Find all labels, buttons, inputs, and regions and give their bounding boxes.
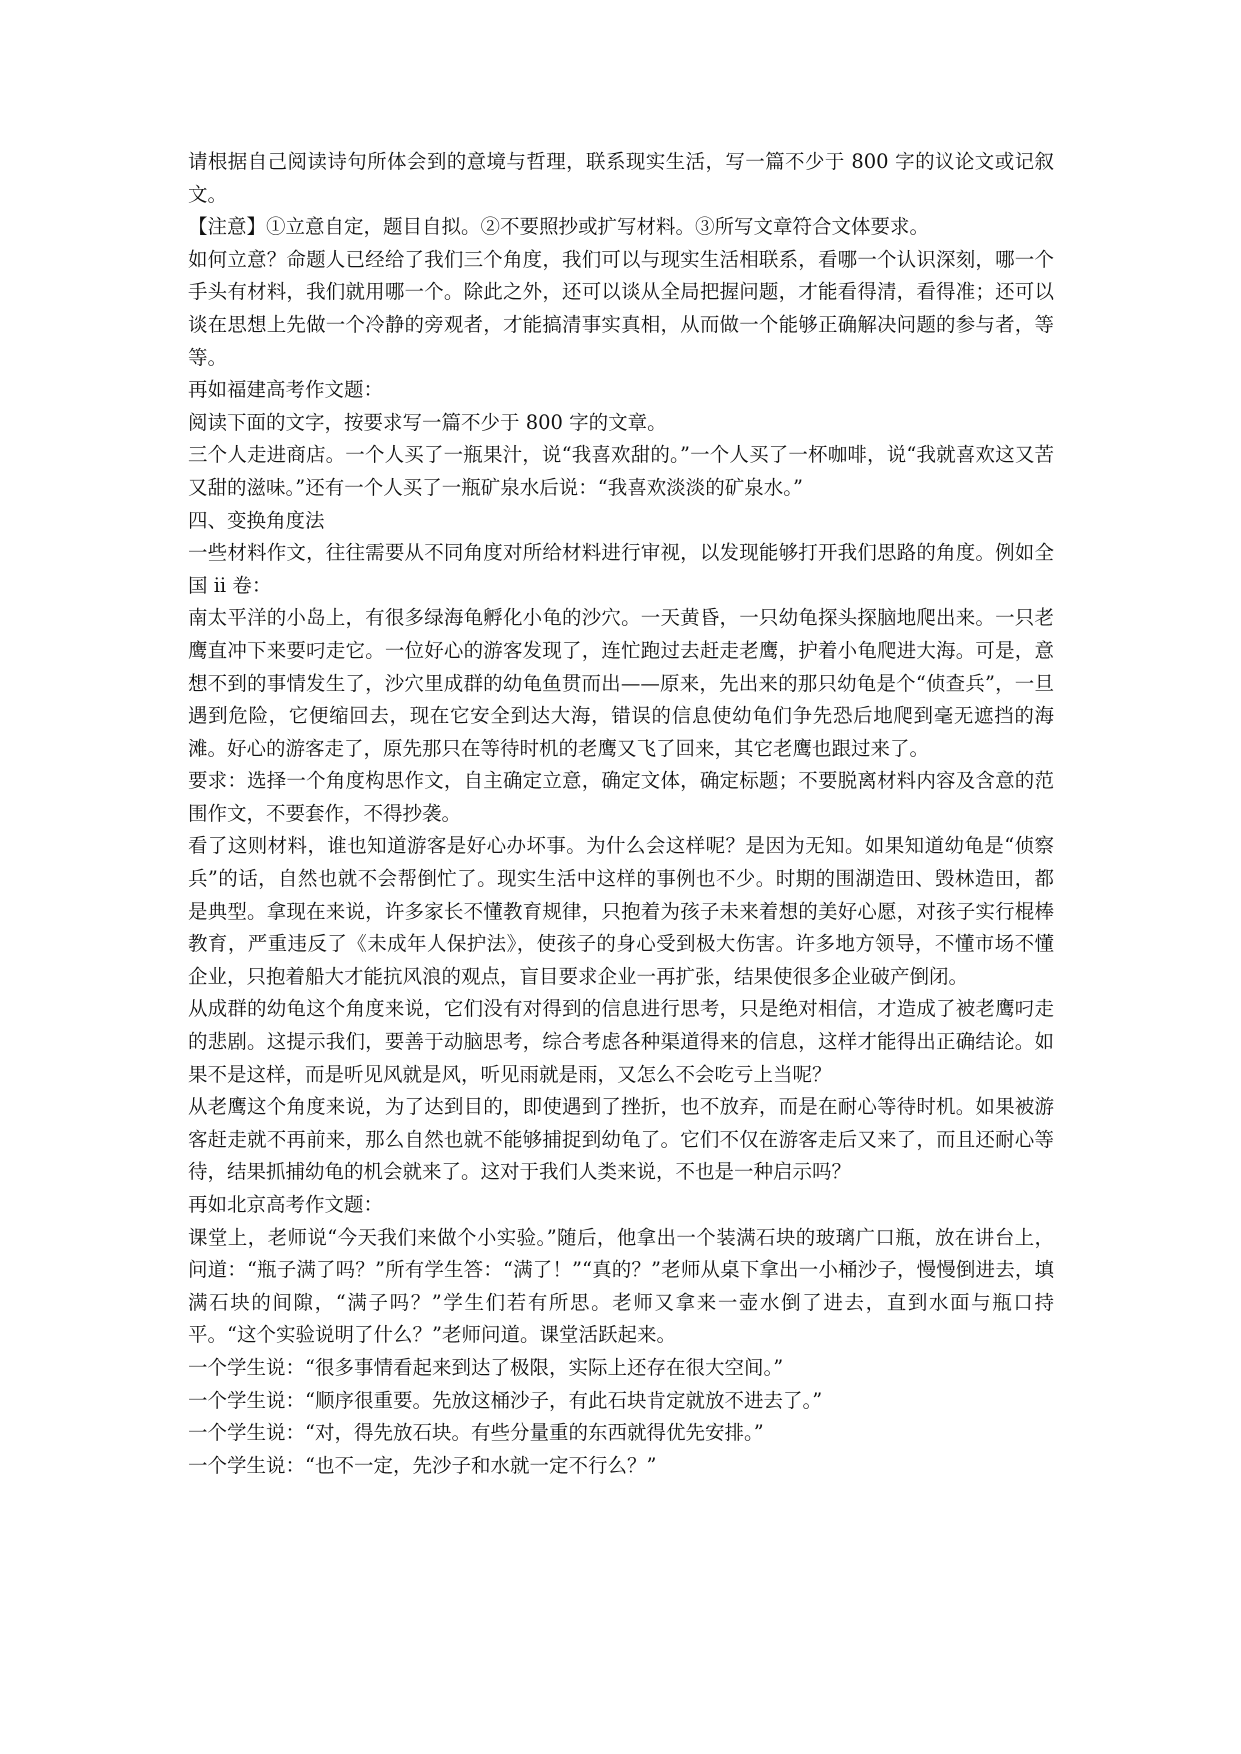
paragraph-eagle-angle: 从老鹰这个角度来说，为了达到目的，即使遇到了挫折，也不放弃，而是在耐心等待时机。如果被游客赶走就不再前来，那么自然也就不能够捕捉到幼龟了。它们不仅在游客走后又来了，而且还耐心等待，结果抓捕幼龟的机会就来了。这对于我们人类来说，不也是一种启示吗？ — [188, 1095, 1054, 1184]
paragraph-student-quote-3: 一个学生说：“对，得先放石块。有些分量重的东西就得优先安排。” — [188, 1421, 764, 1445]
paragraph-jar-experiment: 课堂上，老师说“今天我们来做个小实验。”随后，他拿出一个装满石块的玻璃广口瓶，放在讲台上，问道：“瓶子满了吗？”所有学生答：“满了！”“真的？”老师从桌下拿出一小桶沙子，慢慢倒进去，填满石块的间隙，“满子吗？”学生们若有所思。老师又拿来一壶水倒了进去，直到水面与瓶口持平。“这个实验说明了什么？”老师问道。课堂活跃起来。 — [188, 1225, 1054, 1347]
paragraph-fujian-heading: 再如福建高考作文题： — [188, 378, 384, 402]
paragraph-student-quote-2: 一个学生说：“顺序很重要。先放这桶沙子，有此石块肯定就放不进去了。” — [188, 1388, 823, 1412]
paragraph-turtle-story: 南太平洋的小岛上，有很多绿海龟孵化小龟的沙穴。一天黄昏，一只幼龟探头探脑地爬出来。一只老鹰直冲下来要叼走它。一位好心的游客发现了，连忙跑过去赶走老鹰，护着小龟爬进大海。可是，意想不到的事情发生了，沙穴里成群的幼龟鱼贯而出——原来，先出来的那只幼龟是个“侦查兵”，一旦遇到危险，它便缩回去，现在它安全到达大海，错误的信息使幼龟们争先恐后地爬到毫无遮挡的海滩。好心的游客走了，原先那只在等待时机的老鹰又飞了回来，其它老鹰也跟过来了。 — [188, 606, 1054, 760]
paragraph-change-angle-intro: 一些材料作文，往往需要从不同角度对所给材料进行审视，以发现能够打开我们思路的角度。例如全国 ii 卷： — [188, 541, 1054, 597]
paragraph-three-people-story: 三个人走进商店。一个人买了一瓶果汁，说“我喜欢甜的。”一个人买了一杯咖啡，说“我就喜欢这又苦又甜的滋味。”还有一个人买了一瓶矿泉水后说：“我喜欢淡淡的矿泉水。” — [188, 443, 1054, 499]
paragraph-how-to-set-theme: 如何立意？命题人已经给了我们三个角度，我们可以与现实生活相联系，看哪一个认识深刻，哪一个手头有材料，我们就用哪一个。除此之外，还可以谈从全局把握问题，才能看得清，看得准；还可以谈在思想上先做一个冷静的旁观者，才能搞清事实真相，从而做一个能够正确解决问题的参与者，等等。 — [188, 247, 1054, 369]
paragraph-student-quote-1: 一个学生说：“很多事情看起来到达了极限，实际上还存在很大空间。” — [188, 1355, 784, 1379]
paragraph-essay-prompt: 请根据自己阅读诗句所体会到的意境与哲理，联系现实生活，写一篇不少于 800 字的议论文或记叙文。 — [188, 150, 1054, 206]
section-heading-change-angle: 四、变换角度法 — [188, 508, 325, 532]
paragraph-requirements: 要求：选择一个角度构思作文，自主确定立意，确定文体，确定标题；不要脱离材料内容及含意的范围作文，不要套作，不得抄袭。 — [188, 769, 1054, 825]
document-page — [188, 146, 1054, 1482]
paragraph-student-quote-4: 一个学生说：“也不一定，先沙子和水就一定不行么？” — [188, 1453, 657, 1477]
paragraph-notice: 【注意】①立意自定，题目自拟。②不要照抄或扩写材料。③所写文章符合文体要求。 — [188, 215, 930, 239]
paragraph-tourist-angle: 看了这则材料，谁也知道游客是好心办坏事。为什么会这样呢？是因为无知。如果知道幼龟是“侦察兵”的话，自然也就不会帮倒忙了。现实生活中这样的事例也不少。时期的围湖造田、毁林造田，都是典型。拿现在来说，许多家长不懂教育规律，只抱着为孩子未来着想的美好心愿，对孩子实行棍棒教育，严重违反了《未成年人保护法》，使孩子的身心受到极大伤害。许多地方领导，不懂市场不懂企业，只抱着船大才能抗风浪的观点，盲目要求企业一再扩张，结果使很多企业破产倒闭。 — [188, 834, 1054, 988]
paragraph-young-turtle-angle: 从成群的幼龟这个角度来说，它们没有对得到的信息进行思考，只是绝对相信，才造成了被老鹰叼走的悲剧。这提示我们，要善于动脑思考，综合考虑各种渠道得来的信息，这样才能得出正确结论。如果不是这样，而是听见风就是风，听见雨就是雨，又怎么不会吃亏上当呢？ — [188, 997, 1054, 1086]
paragraph-beijing-heading: 再如北京高考作文题： — [188, 1193, 384, 1216]
paragraph-fujian-instruction: 阅读下面的文字，按要求写一篇不少于 800 字的文章。 — [188, 410, 667, 434]
